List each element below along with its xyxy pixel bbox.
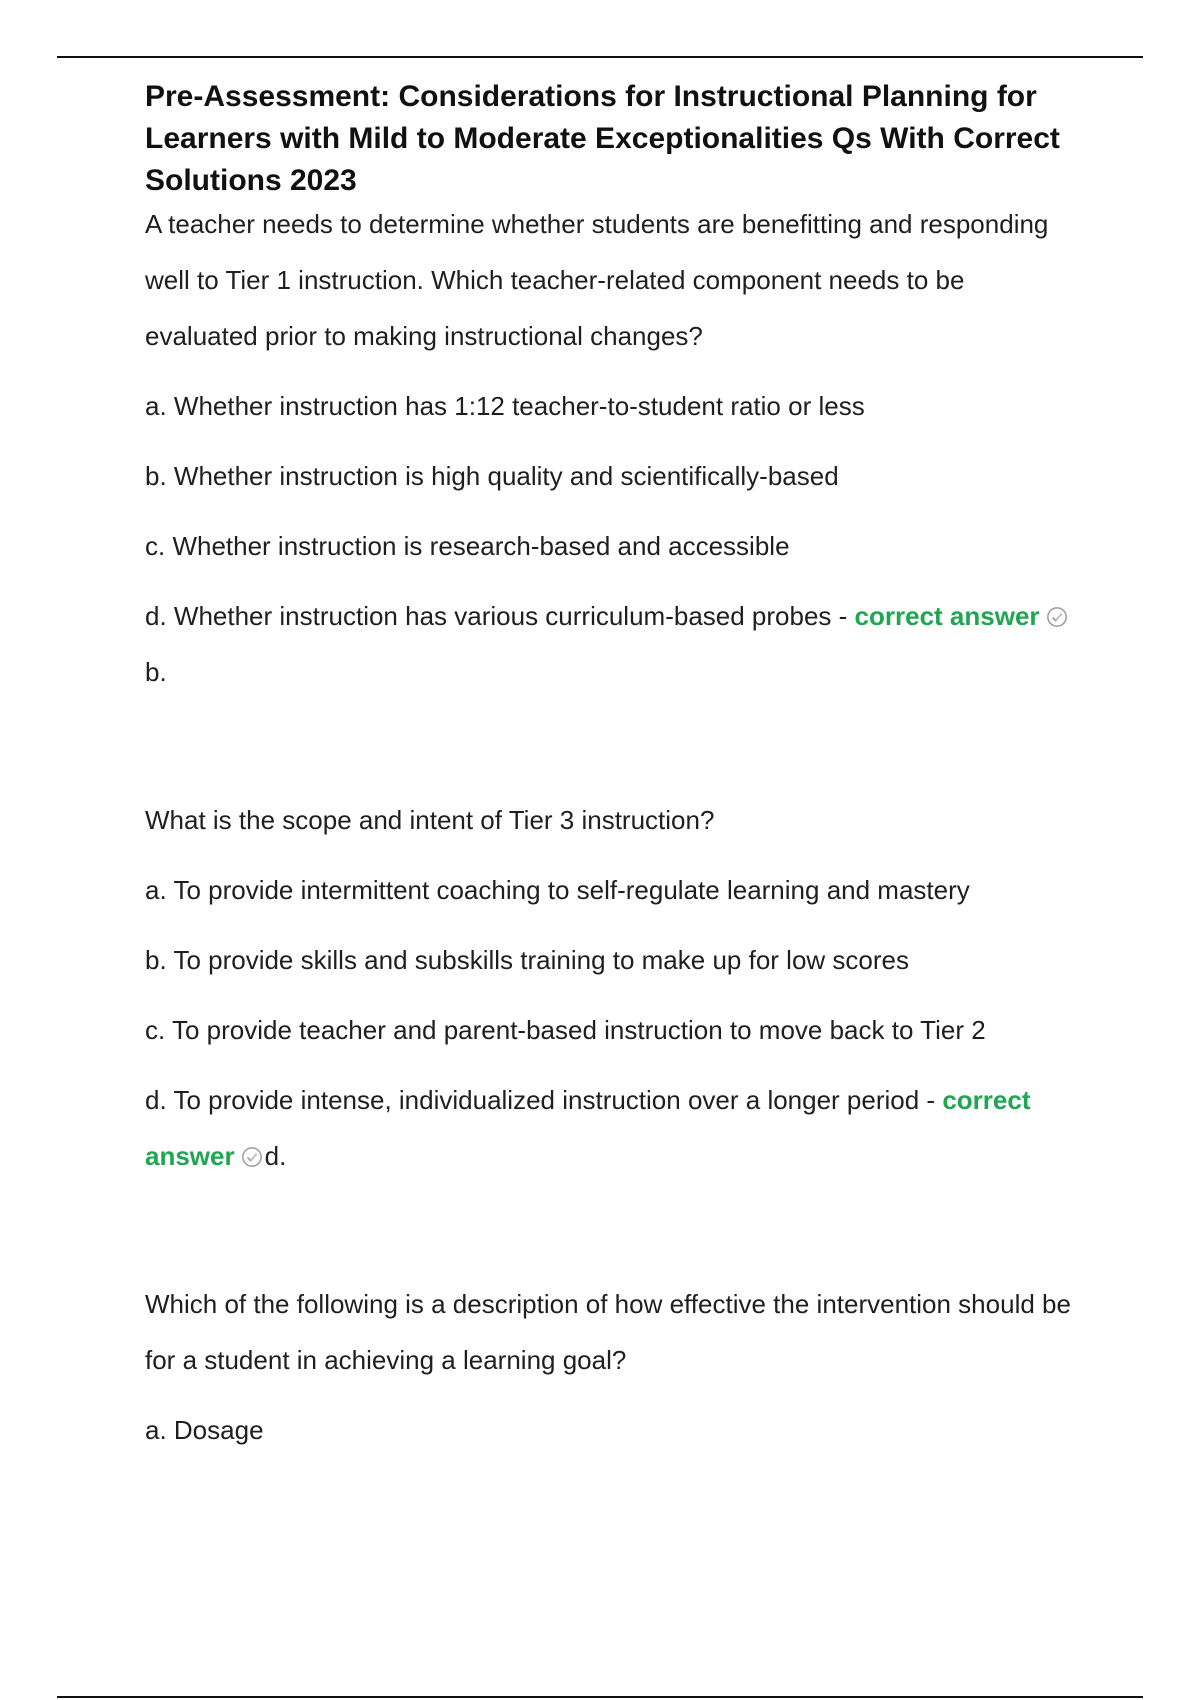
correct-answer-value: b. [145,657,167,687]
question-spacer [145,1184,1075,1276]
option-b: b. Whether instruction is high quality and scientifically-based [145,461,839,491]
option-b: b. To provide skills and subskills training to make up for low scores [145,945,909,975]
option-d-with-answer [145,1072,1075,1184]
option-d: d. To provide intense, individualized instruction over a longer period - [145,1085,936,1115]
question-block-3 [145,1276,1075,1458]
option-d: d. Whether instruction has various curriculum-based probes - [145,601,848,631]
option-a: a. Dosage [145,1415,264,1445]
top-rule [57,56,1143,58]
question-block-2 [145,792,1075,1184]
option-c: c. Whether instruction is research-based and accessible [145,531,790,561]
bottom-rule [57,1696,1143,1698]
option-a: a. To provide intermittent coaching to self-regulate learning and mastery [145,875,970,905]
check-circle-icon [1046,591,1068,613]
option-a: a. Whether instruction has 1:12 teacher-to-student ratio or less [145,391,865,421]
correct-answer-value: d. [264,1141,287,1171]
question-text: Which of the following is a description of how effective the intervention should be for a student in achieving a learning goal? [145,1289,1071,1375]
correct-answer-label: correct answer [145,1085,1031,1171]
option-d-with-answer [145,588,1075,700]
question-text: A teacher needs to determine whether students are benefitting and responding well to Tier 1 instruction. Which teacher-related component needs to be evaluated prior to making instructional changes? [145,209,1049,351]
question-text: What is the scope and intent of Tier 3 instruction? [145,805,715,835]
question-spacer [145,700,1075,792]
check-circle-icon [241,1131,263,1153]
correct-answer-label: correct answer [854,601,1040,631]
option-c: c. To provide teacher and parent-based instruction to move back to Tier 2 [145,1015,986,1045]
document-page [145,76,1075,1458]
document-title: Pre-Assessment: Considerations for Instructional Planning for Learners with Mild to Moderate Exceptionalities Qs With Correct Solutions 2023 [145,80,1060,197]
question-block-1 [145,196,1075,700]
